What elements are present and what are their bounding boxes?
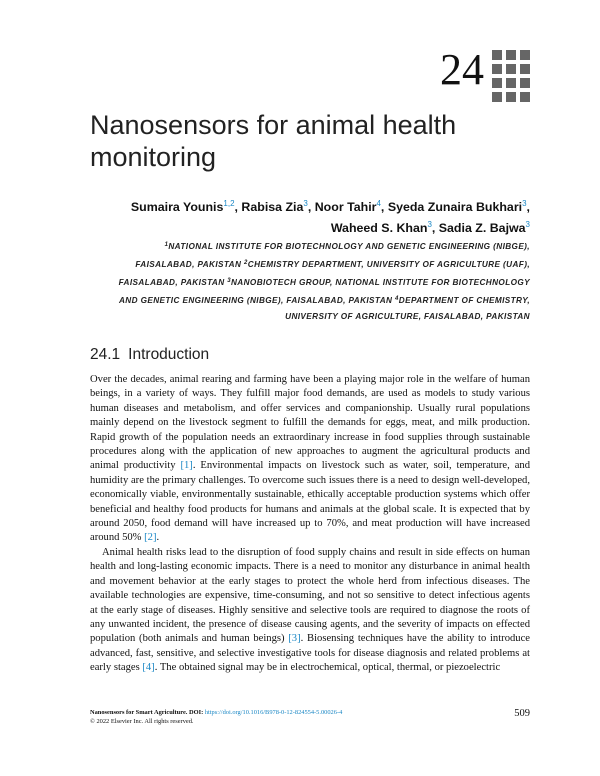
chapter-title: Nanosensors for animal health monitoring xyxy=(90,110,457,172)
section-title: Introduction xyxy=(128,346,210,363)
book-title: Nanosensors for Smart Agriculture. xyxy=(90,709,188,716)
affiliation: $^4$DEPARTMENT OF CHEMISTRY, UNIVERSITY OF AGRICULTURE, FAISALABAD, PAKISTAN xyxy=(285,296,530,321)
section-number: 24.1 xyxy=(90,346,121,363)
author-affiliation-mark[interactable]: 3 xyxy=(522,199,527,208)
doi-link[interactable]: https://doi.org/10.1016/B978-0-12-824554-5.00026-4 xyxy=(204,709,343,716)
author-affiliation-mark[interactable]: 3 xyxy=(525,220,530,229)
author-affiliation-mark[interactable]: 4 xyxy=(376,199,381,208)
author: Sadia Z. Bajwa$^3$ xyxy=(438,220,530,235)
author: Sumaira Younis$^{1,2}$, xyxy=(130,199,242,214)
footer-citation: Nanosensors for Smart Agriculture. DOI: https://doi.org/10.1016/B978-0-12-824554-5.00026-4 xyxy=(90,709,343,716)
chapter-number: 24 xyxy=(440,45,484,94)
author-list xyxy=(70,195,530,237)
body-text xyxy=(90,373,530,676)
author-affiliation-mark[interactable]: 1,2 xyxy=(223,199,235,208)
author-affiliation-mark[interactable]: 3 xyxy=(427,220,432,229)
affiliation-list xyxy=(110,237,530,325)
author: Rabisa Zia$^3$, xyxy=(241,199,315,214)
citation-link[interactable]: [1] xyxy=(180,460,193,472)
citation-link[interactable]: [4] xyxy=(142,662,155,674)
page-number: 509 xyxy=(514,708,530,719)
paragraph: Animal health risks lead to the disruption of food supply chains and result in side effects on human health and long-lasting economic impacts. There is a need to monitor any disturbance in animal health and movement behavior at the early stages to protect the whole herd from infectious diseases. The available technologies are expensive, time-consuming, and not so sensitive to detect infectious agents at the early stage of diseases. Highly sensitive and selective tools are required to diagnose the roots of any unwanted incident, the presence of disease causing agents, and the severity of impacts on effected population (both animals and human beings) [3]. Biosensing techniques have the ability to introduce advanced, fast, sensitive, and selective investigative tools for disease diagnosis and related problems at early stages [4]. The obtained signal may be in electrochemical, optical, thermal, or piezoelectric xyxy=(90,546,530,674)
affiliation: $^3$NANOBIOTECH GROUP, NATIONAL INSTITUTE FOR BIOTECHNOLOGY AND GENETIC ENGINEERING (NIBGE), FAISALABAD, PAKISTAN xyxy=(118,278,530,305)
chapter-grid-ornament xyxy=(492,50,530,102)
section-heading xyxy=(90,346,209,364)
citation-link[interactable]: [2] xyxy=(144,532,157,544)
author: Noor Tahir$^4$, xyxy=(314,199,388,214)
affiliation: $^1$NATIONAL INSTITUTE FOR BIOTECHNOLOGY AND GENETIC ENGINEERING (NIBGE), FAISALABAD, PAKISTAN xyxy=(135,242,530,269)
author: Waheed S. Khan$^3$, xyxy=(330,220,439,235)
author-affiliation-mark[interactable]: 3 xyxy=(303,199,308,208)
page-footer xyxy=(90,708,530,726)
affiliation: $^2$CHEMISTRY DEPARTMENT, UNIVERSITY OF AGRICULTURE (UAF), FAISALABAD, PAKISTAN xyxy=(118,260,530,287)
author: Syeda Zunaira Bukhari$^3$, xyxy=(387,199,530,214)
copyright-notice: © 2022 Elsevier Inc. All rights reserved. xyxy=(90,718,194,725)
citation-link[interactable]: [3] xyxy=(288,633,301,645)
paragraph: Over the decades, animal rearing and farming have been a playing major role in the welfare of human beings, in a variety of ways. They fulfill major food demands, are used as models to study various human diseases and metabolism, and offer services and companionship. Usually rural populations mainly depend on the livestock segment to fulfill the demands for eggs, meat, and milk production. Rapid growth of the population needs an extraordinary increase in food supplies through sustainable procedures along with the application of new approaches to augment the agricultural products and animal productivity [1]. Environmental impacts on livestock such as water, soil, temperature, and humidity are the primary challenges. To overcome such issues there is a need to design well-developed, economically viable, environmentally sustainable, ethically acceptable production systems which offer beneficial and healthy food products for humans and animals at the global scale. It is expected that by around 2050, food demand will have increased up to 70%, and meat production will have increased around 50% [2]. xyxy=(90,374,530,544)
chapter-number-block xyxy=(440,46,530,102)
